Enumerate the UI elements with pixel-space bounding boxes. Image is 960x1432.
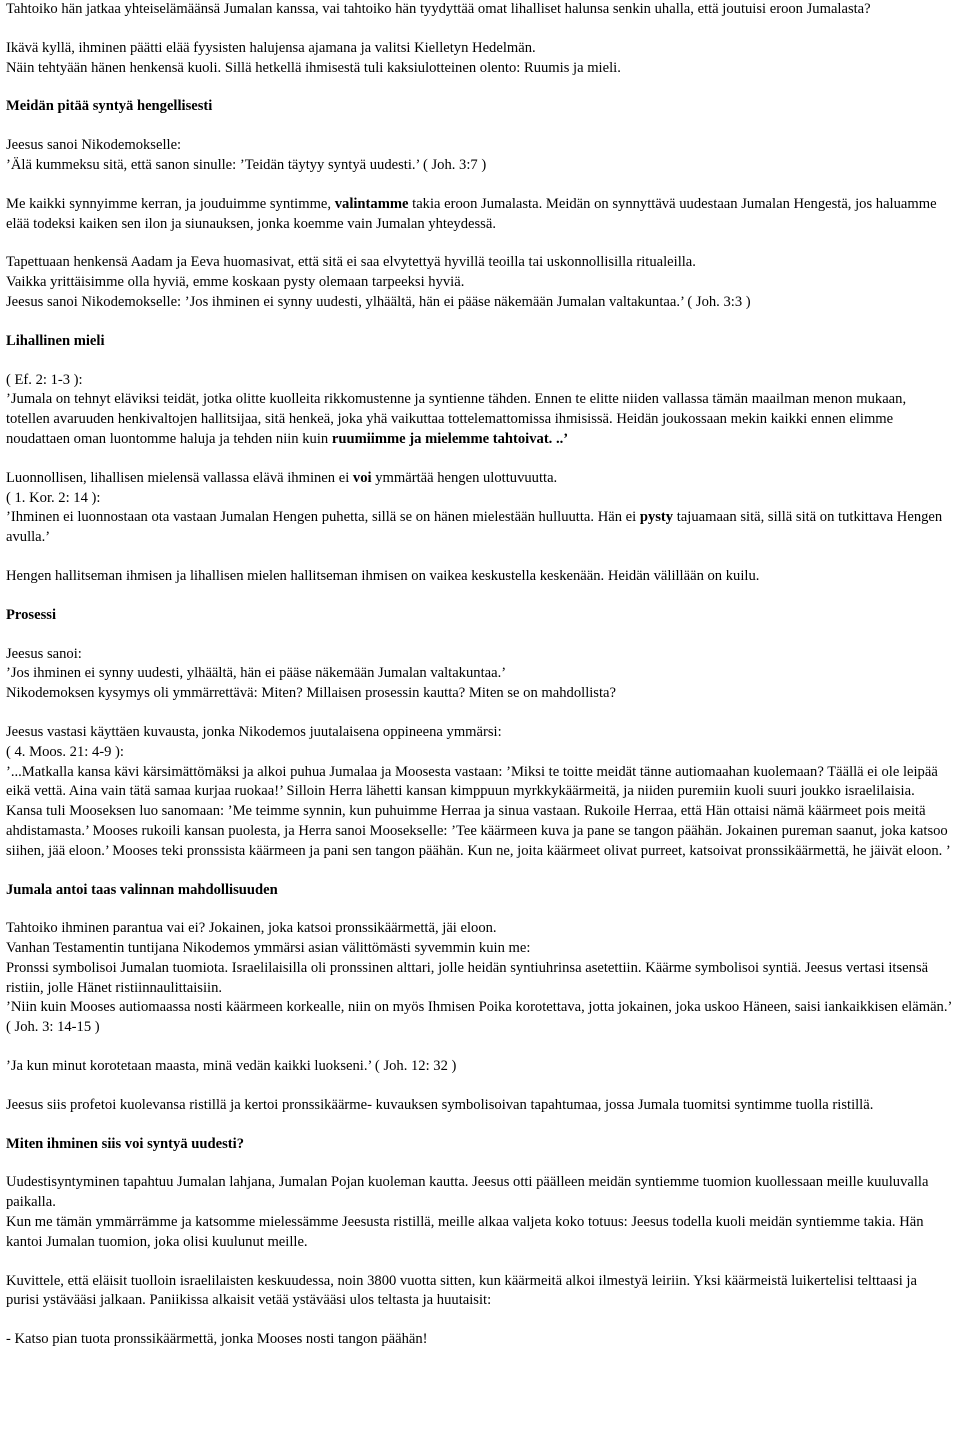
paragraph: Hengen hallitseman ihmisen ja lihallisen mielen hallitseman ihmisen on vaikea keskustella keskenään. Heidän välillään on kuilu. (6, 567, 760, 584)
scripture-reference: ( Ef. 2: 1-3 ): (6, 371, 83, 388)
paragraph: Kuvittele, että eläisit tuolloin israelilaisten keskuudessa, noin 3800 vuotta sitten, kun käärmeitä alkoi ilmestyä leiriin. Yksi käärmeistä luikertelisi telttaasi ja purisi ystävääsi jalkaan. Paniikissa alkaisit vetää ystävääsi ulos teltasta ja huutaisit: (6, 1272, 917, 1309)
paragraph: Jeesus sanoi Nikodemokselle: ’Jos ihminen ei synny uudesti, ylhäältä, hän ei pääse näkemään Jumalan valtakuntaa.’ ( Joh. 3:3 ) (6, 293, 751, 310)
paragraph: - Katso pian tuota pronssikäärmettä, jonka Mooses nosti tangon päähän! (6, 1331, 428, 1348)
quote: ’Älä kummeksu sitä, että sanon sinulle: ’Teidän täytyy syntyä uudesti.’ ( Joh. 3:7 ) (6, 156, 487, 173)
scripture-reference: ( 1. Kor. 2: 14 ): (6, 489, 101, 506)
text: ’Jumala on tehnyt eläviksi teidät, jotka olitte kuolleita rikkomustenne ja syntienne tähden. Ennen te elitte niiden vallassa tämän maailman menon mukaan, totellen avaruuden henkivaltojen hallitsijaa, sitä henkeä, joka yhä vaikuttaa tottelemattomissa ihmisissä. Heidän joukossaan mekin kaikki ennen elimme noudattaen oman luontomme haluja ja tehden niin kuin (6, 391, 907, 447)
paragraph: Nikodemoksen kysymys oli ymmärrettävä: Miten? Millaisen prosessin kautta? Miten se on mahdollista? (6, 685, 616, 702)
section-heading: Jumala antoi taas valinnan mahdollisuuden (6, 881, 278, 898)
paragraph: Tapettuaan henkensä Aadam ja Eeva huomasivat, että sitä ei saa elvytettyä hyvillä teoilla tai uskonnollisilla ritualeilla. (6, 254, 696, 271)
paragraph: Jeesus sanoi Nikodemokselle: (6, 137, 182, 154)
paragraph: Tahtoiko ihminen parantua vai ei? Jokainen, joka katsoi pronssikäärmettä, jäi eloon. (6, 920, 497, 937)
paragraph: Pronssi symbolisoi Jumalan tuomiota. Israelilaisilla oli pronssinen alttari, jolle heidän syntiuhrinsa asetettiin. Käärme symbolisoi syntiä. Jeesus vertasi itsensä ristiin, jolle Hänet ristiinnaulittaisiin. (6, 959, 929, 996)
paragraph: Jeesus siis profetoi kuolevansa ristillä ja kertoi pronssikäärme- kuvauksen symbolisoivan tapahtumaa, jossa Jumala tuomitsi syntimme tuolla ristillä. (6, 1096, 874, 1113)
paragraph: Ikävä kyllä, ihminen päätti elää fyysisten halujensa ajamana ja valitsi Kielletyn Hedelmän. (6, 39, 536, 56)
emphasis-text: ..’ (555, 430, 569, 447)
paragraph: Kun me tämän ymmärrämme ja katsomme mielessämme Jeesusta ristillä, meille alkaa valjeta koko totuus: Jeesus todella kuoli meidän syntiemme takia. Hän kantoi Jumalan tuomion, joka olisi kuulunut meille. (6, 1214, 924, 1250)
text: takia eroon Jumalasta. Meidän on synnyttävä uudestaan Jumalan Hengestä, jos haluamme elää todeksi kaiken sen ilon ja siunauksen, jonka koemme vain Jumalan yhteydessä. (6, 195, 937, 232)
text: tajuamaan sitä, sillä sitä on tutkittava Hengen avulla.’ (6, 509, 943, 546)
quote: ’Jos ihminen ei synny uudesti, ylhäältä, hän ei pääse näkemään Jumalan valtakuntaa.’ (6, 665, 507, 682)
text: ’Ihminen ei luonnostaan ota vastaan Jumalan Hengen puhetta, sillä se on hänen mielestään hulluutta. Hän ei (6, 509, 640, 526)
quote: ’...Matkalla kansa kävi kärsimättömäksi ja alkoi puhua Jumalaa ja Moosesta vastaan: ’Miksi te toitte meidät tänne autiomaahan kuolemaan? Täällä ei ole leipää eikä vettä. Aina vain tätä samaa kurjaa ruokaa!’ Silloin Herra lähetti kansan kimppuun myrkkykäärmeitä, ja niiden puremiin kuoli suuri joukko israelilaisia. Kansa tuli Mooseksen luo sanomaan: ’Me teimme synnin, kun puhuimme Herraa ja sinua vastaan. Rukoile Herraa, että Hän ottaisi nämä käärmeet pois meitä ahdistamasta.’ Mooses rukoili kansan puolesta, ja Herra sanoi Moosekselle: ’Tee käärmeen kuva ja pane se tangon päähän. Jokainen pureman saanut, joka katsoo siihen, jää eloon.’ Mooses teki pronssista käärmeen ja pani sen tangon päähän. Kun ne, joita käärmeet olivat purreet, katsoivat pronssikäärmettä, he jäivät eloon. ’ (6, 763, 951, 859)
paragraph (6, 195, 952, 235)
quote (6, 390, 952, 449)
emphasis-text: voi (352, 469, 372, 486)
paragraph: Vaikka yrittäisimme olla hyviä, emme koskaan pysty olemaan tarpeeksi hyviä. (6, 274, 465, 291)
emphasis-text: ruumiimme ja mielemme tahtoivat. (331, 430, 553, 447)
paragraph (6, 469, 952, 489)
emphasis-text: pysty (639, 509, 674, 526)
paragraph: Tahtoiko hän jatkaa yhteiselämäänsä Jumalan kanssa, vai tahtoiko hän tyydyttää omat lihalliset halunsa senkin uhalla, että joutuisi eroon Jumalasta? (6, 1, 871, 17)
section-heading: Lihallinen mieli (6, 332, 105, 349)
paragraph: Vanhan Testamentin tuntijana Nikodemos ymmärsi asian välittömästi syvemmin kuin me: (6, 940, 531, 957)
scripture-reference: ( 4. Moos. 21: 4-9 ): (6, 743, 124, 760)
quote: ’Ja kun minut korotetaan maasta, minä vedän kaikki luokseni.’ ( Joh. 12: 32 ) (6, 1058, 457, 1075)
paragraph: Jeesus sanoi: (6, 645, 82, 662)
paragraph: Näin tehtyään hänen henkensä kuoli. Sillä hetkellä ihmisestä tuli kaksiulotteinen olento: Ruumis ja mieli. (6, 59, 621, 76)
text: ymmärtää hengen ulottuvuutta. (371, 469, 558, 486)
text: Luonnollisen, lihallisen mielensä vallassa elävä ihminen ei (6, 469, 353, 486)
quote (6, 508, 952, 548)
paragraph: Uudestisyntyminen tapahtuu Jumalan lahjana, Jumalan Pojan kuoleman kautta. Jeesus otti päälleen meidän syntiemme tuomion kuollessaan meille kuuluvalla paikalla. (6, 1174, 929, 1211)
section-heading: Meidän pitää syntyä hengellisesti (6, 98, 213, 115)
section-heading: Miten ihminen siis voi syntyä uudesti? (6, 1135, 244, 1152)
quote: ’Niin kuin Mooses autiomaassa nosti käärmeen korkealle, niin on myös Ihmisen Poika korotettava, jotta jokainen, joka uskoo Häneen, saisi iankaikkisen elämän.’ ( Joh. 3: 14-15 ) (6, 999, 952, 1036)
text: Me kaikki synnyimme kerran, ja jouduimme syntimme, (6, 195, 335, 212)
emphasis-text: valintamme (334, 195, 409, 212)
paragraph: Jeesus vastasi käyttäen kuvausta, jonka Nikodemos juutalaisena oppineena ymmärsi: (6, 723, 502, 740)
section-heading: Prosessi (6, 606, 56, 623)
